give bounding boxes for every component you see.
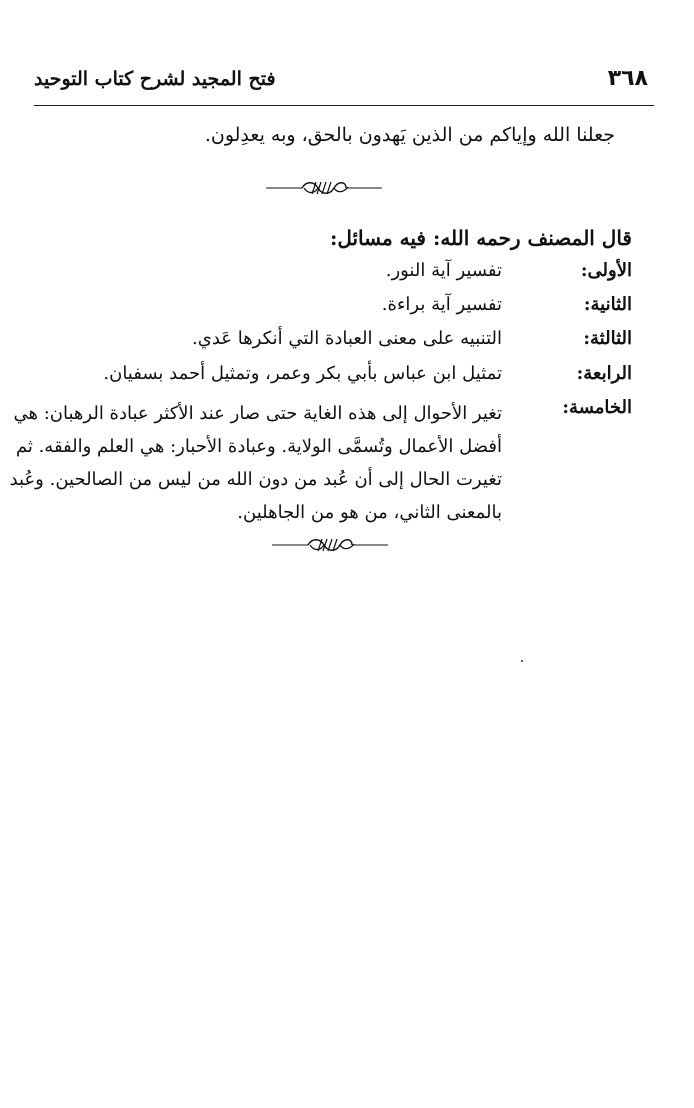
page-number: ٣٦٨	[607, 66, 648, 91]
closing-supplication: جعلنا الله وإياكم من الذين يَهدون بالحق، وبه يعدِلون.	[204, 124, 615, 146]
issue-label: الثالثة:	[583, 328, 632, 349]
issue-text: تمثيل ابن عباس بأبي بكر وعمر، وتمثيل أحمد بسفيان.	[103, 363, 502, 384]
paragraph-line: تغيرت الحال إلى أن عُبد من دون الله من ليس من الصالحين. وعُبد	[9, 469, 502, 490]
issue-label: الأولى:	[580, 260, 632, 281]
issue-paragraph	[9, 397, 502, 529]
issue-text: تفسير آية براءة.	[381, 294, 502, 315]
issue-text: تفسير آية النور.	[385, 260, 502, 281]
issue-item	[9, 397, 632, 527]
running-header	[34, 62, 656, 102]
paragraph-line: أفضل الأعمال وتُسمَّى الولاية. وعبادة الأحبار: هي العلم والفقه. ثم	[15, 436, 502, 457]
paragraph-line: بالمعنى الثاني، من هو من الجاهلين.	[237, 502, 502, 523]
book-title: فتح المجيد لشرح كتاب التوحيد	[34, 68, 276, 90]
issue-item	[52, 363, 632, 393]
header-rule	[34, 105, 654, 106]
scan-speck	[521, 660, 523, 662]
issue-text: التنبيه على معنى العبادة التي أنكرها عَدي.	[192, 328, 502, 349]
issue-label: الخامسة:	[562, 397, 632, 418]
issue-item	[52, 294, 632, 324]
paragraph-line: تغير الأحوال إلى هذه الغاية حتى صار عند الأكثر عبادة الرهبان: هي	[13, 403, 502, 424]
section-divider-ornament-icon	[264, 178, 384, 198]
issue-item	[52, 260, 632, 290]
section-divider-ornament-icon	[270, 535, 390, 555]
section-heading: قال المصنف رحمه الله: فيه مسائل:	[329, 226, 632, 250]
issue-label: الثانية:	[583, 294, 632, 315]
issue-item	[52, 328, 632, 358]
issue-label: الرابعة:	[576, 363, 632, 384]
